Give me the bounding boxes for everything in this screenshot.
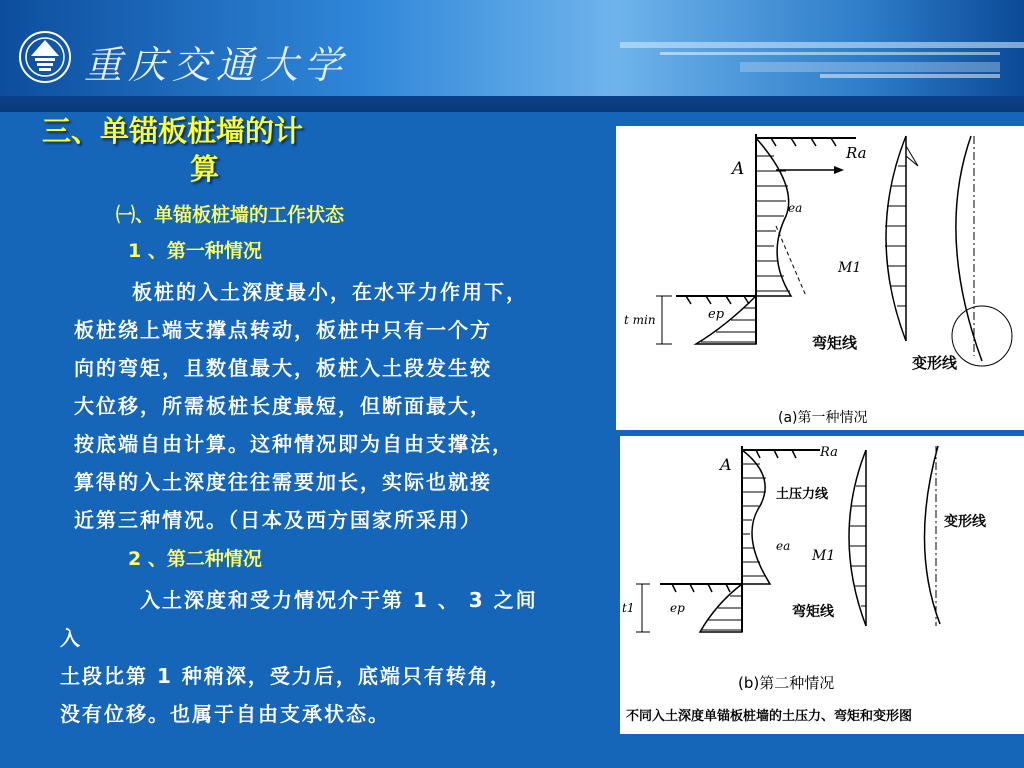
case2-line: 入土深度和受力情况介于第 1 、 3 之间: [140, 588, 538, 612]
figure-b: [620, 436, 1024, 704]
case1-line: 大位移，所需板桩长度最短，但断面最大，: [74, 394, 492, 418]
fig-b-caption: (b)第二种情况: [738, 674, 835, 692]
fig-b-label-earth: 土压力线: [776, 487, 829, 502]
header-decoration: [620, 22, 1024, 92]
fig-a-caption: (a)第一种情况: [778, 410, 868, 426]
case1-line: 板桩的入土深度最小，在水平力作用下，: [132, 280, 528, 304]
header-band: [0, 96, 1024, 112]
case2-heading: 2 、第二种情况: [128, 548, 262, 570]
fig-a-label-ea: ea: [788, 201, 803, 215]
slide-header: [0, 0, 1024, 112]
fig-a-label-A: A: [732, 159, 745, 179]
case2-line: 没有位移。也属于自由支承状态。: [60, 702, 390, 726]
fig-b-label-ea: ea: [776, 539, 791, 553]
fig-a-label-moment: 弯矩线: [812, 334, 858, 352]
fig-b-label-A: A: [720, 455, 732, 474]
case1-line: 算得的入土深度往往需要加长，实际也就接: [74, 470, 492, 494]
fig-a-label-M1: M1: [838, 260, 862, 276]
fig-b-label-M1: M1: [812, 548, 836, 564]
figure-a-drawing: [616, 126, 1024, 430]
university-emblem-icon: [18, 30, 72, 84]
case1-line: 向的弯矩，且数值最大，板桩入土段发生较: [74, 356, 492, 380]
section-heading: ㈠、单锚板桩墙的工作状态: [116, 204, 345, 226]
fig-b-label-Ra: Ra: [820, 445, 838, 460]
fig-a-label-tmin: t min: [624, 313, 656, 327]
fig-a-label-Ra: Ra: [846, 144, 867, 162]
title-line-1: 三、单锚板桩墙的计: [42, 114, 304, 148]
case1-line: 板桩绕上端支撑点转动，板桩中只有一个方: [74, 318, 492, 342]
fig-b-label-t1: t1: [622, 601, 635, 615]
fig-b-label-moment: 弯矩线: [792, 604, 834, 620]
slide-title: [42, 112, 402, 188]
case1-line: 按底端自由计算。这种情况即为自由支撑法，: [74, 432, 514, 456]
title-line-2: 算: [190, 152, 220, 186]
fig-a-label-ep: ep: [708, 307, 725, 322]
fig-a-label-deform: 变形线: [912, 354, 958, 372]
fig-b-label-ep: ep: [670, 601, 685, 615]
figure-a: [616, 126, 1024, 430]
case2-line: 入: [60, 626, 82, 650]
figure-caption: 不同入土深度单锚板桩墙的土压力、弯矩和变形图: [626, 709, 913, 724]
case2-line: 土段比第 1 种稍深，受力后，底端只有转角，: [60, 664, 512, 688]
figure-b-drawing: [620, 436, 1024, 704]
case1-heading: 1 、第一种情况: [128, 240, 262, 262]
fig-b-label-deform: 变形线: [944, 514, 986, 530]
university-name: 重庆交通大学: [84, 43, 349, 87]
case1-line: 近第三种情况。（日本及西方国家所采用）: [74, 508, 482, 532]
